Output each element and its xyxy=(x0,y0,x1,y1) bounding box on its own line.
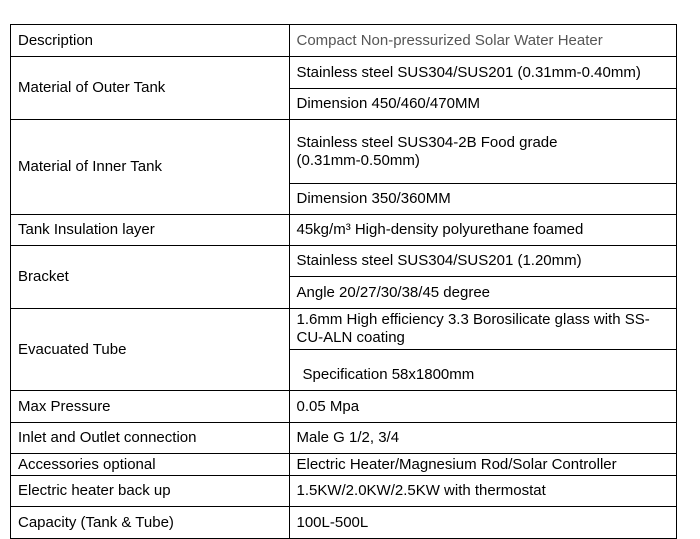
spec-value-line: (0.31mm-0.50mm) xyxy=(296,151,420,169)
table-row xyxy=(11,246,677,277)
spec-value: Dimension 350/360MM xyxy=(289,184,677,215)
spec-value: Specification 58x1800mm xyxy=(289,350,677,391)
spec-value: 1.6mm High efficiency 3.3 Borosilicate glass with SS-CU-ALN coating xyxy=(289,309,677,350)
spec-label: Material of Inner Tank xyxy=(11,120,290,215)
table-row xyxy=(11,423,677,454)
spec-label: Bracket xyxy=(11,246,290,309)
spec-label: Inlet and Outlet connection xyxy=(11,423,290,454)
table-row xyxy=(11,120,677,184)
table-row xyxy=(11,309,677,350)
spec-value: Electric Heater/Magnesium Rod/Solar Controller xyxy=(289,454,677,476)
spec-value: 1.5KW/2.0KW/2.5KW with thermostat xyxy=(289,476,677,507)
spec-label: Tank Insulation layer xyxy=(11,215,290,246)
table-row xyxy=(11,454,677,476)
spec-value: Stainless steel SUS304/SUS201 (1.20mm) xyxy=(289,246,677,277)
spec-label: Accessories optional xyxy=(11,454,290,476)
table-row xyxy=(11,215,677,246)
table-row xyxy=(11,507,677,539)
table-row xyxy=(11,391,677,423)
spec-label: Capacity (Tank & Tube) xyxy=(11,507,290,539)
spec-label: Material of Outer Tank xyxy=(11,57,290,120)
spec-label: Evacuated Tube xyxy=(11,309,290,391)
spec-value: Angle 20/27/30/38/45 degree xyxy=(289,277,677,309)
spec-label: Max Pressure xyxy=(11,391,290,423)
spec-value: 0.05 Mpa xyxy=(289,391,677,423)
table-row xyxy=(11,25,677,57)
spec-value: 45kg/m³ High-density polyurethane foamed xyxy=(289,215,677,246)
spec-value: 100L-500L xyxy=(289,507,677,539)
spec-value xyxy=(289,120,677,184)
table-row xyxy=(11,57,677,89)
spec-value: Dimension 450/460/470MM xyxy=(289,89,677,120)
spec-value: Compact Non-pressurized Solar Water Heater xyxy=(289,25,677,57)
spec-value: Male G 1/2, 3/4 xyxy=(289,423,677,454)
spec-value: Stainless steel SUS304/SUS201 (0.31mm-0.40mm) xyxy=(289,57,677,89)
spec-label: Description xyxy=(11,25,290,57)
spec-label: Electric heater back up xyxy=(11,476,290,507)
table-row xyxy=(11,476,677,507)
specification-table xyxy=(10,24,677,539)
spec-value-line: Stainless steel SUS304-2B Food grade xyxy=(296,133,558,151)
